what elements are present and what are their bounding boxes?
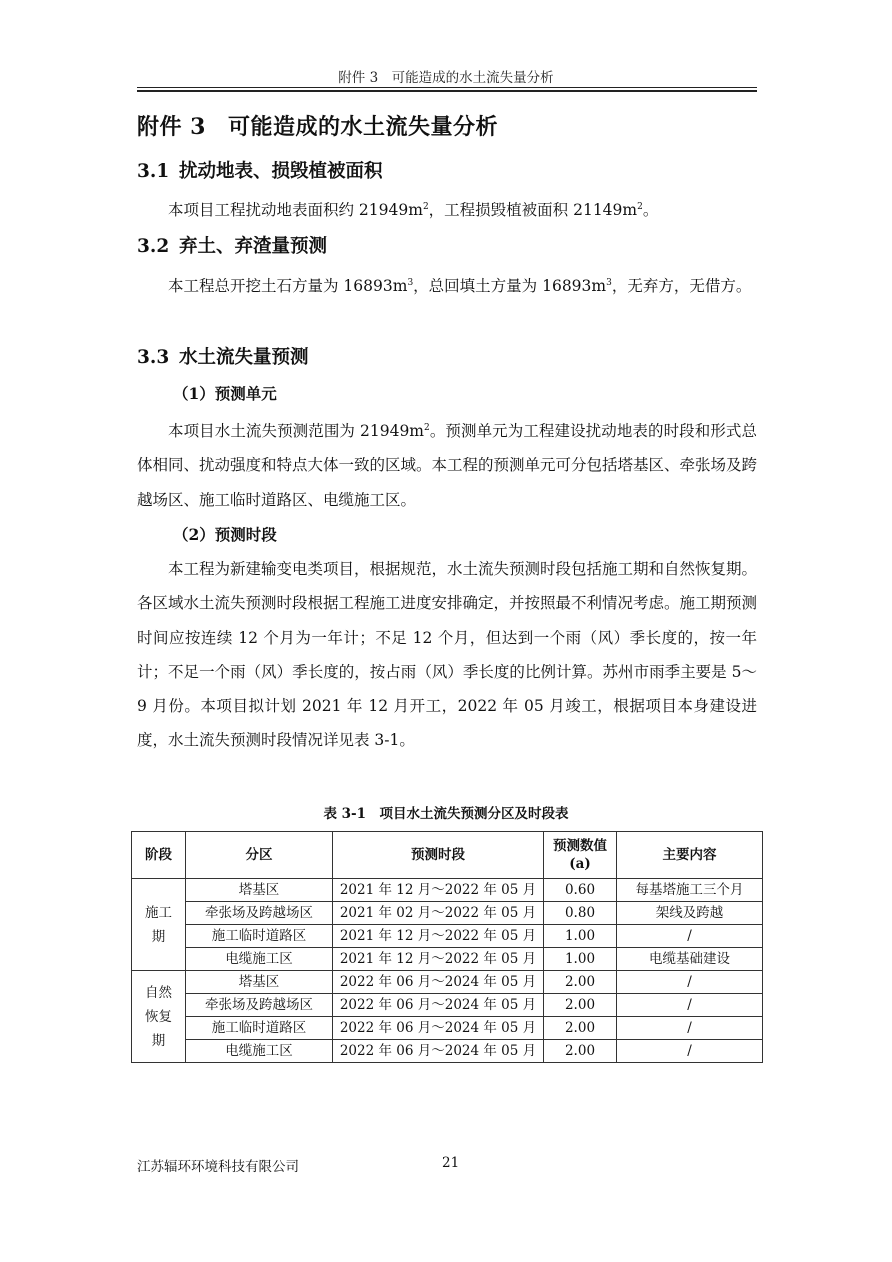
header-content: 主要内容 — [617, 832, 763, 879]
table-row — [132, 925, 763, 948]
page-number: 21 — [442, 1155, 460, 1171]
zone-cell: 牵张场及跨越场区 — [186, 902, 333, 925]
period-cell: 2022 年 06 月～2024 年 05 月 — [333, 971, 544, 994]
table-row — [132, 948, 763, 971]
content-cell: / — [617, 994, 763, 1017]
section-3-1-heading — [137, 157, 383, 183]
header-value: 预测数值(a) — [544, 832, 617, 879]
text-run: 本项目水土流失预测范围为 21949m — [168, 422, 425, 440]
table-row — [132, 971, 763, 994]
section-3-3-paragraph-1 — [137, 411, 757, 517]
zone-cell: 电缆施工区 — [186, 948, 333, 971]
text-run: ，无弃方，无借方。 — [611, 277, 752, 295]
stage-cell: 施工期 — [132, 879, 186, 971]
section-number: 3.3 — [137, 347, 170, 368]
prediction-table — [131, 831, 763, 1063]
superscript: 2 — [637, 202, 643, 212]
content-cell: / — [617, 971, 763, 994]
period-cell: 2022 年 06 月～2024 年 05 月 — [333, 1017, 544, 1040]
period-cell: 2021 年 12 月～2022 年 05 月 — [333, 948, 544, 971]
header-zone: 分区 — [186, 832, 333, 879]
superscript: 3 — [407, 278, 414, 288]
table-row — [132, 994, 763, 1017]
zone-cell: 塔基区 — [186, 971, 333, 994]
superscript: 2 — [422, 202, 429, 212]
zone-cell: 塔基区 — [186, 879, 333, 902]
period-cell: 2021 年 02 月～2022 年 05 月 — [333, 902, 544, 925]
section-title: 扰动地表、损毁植被面积 — [179, 161, 383, 182]
footer-company: 江苏辐环环境科技有限公司 — [137, 1159, 299, 1175]
period-cell: 2022 年 06 月～2024 年 05 月 — [333, 994, 544, 1017]
content-cell: / — [617, 1017, 763, 1040]
text-run: 本工程总开挖土石方量为 16893m — [168, 277, 408, 295]
content-cell: 电缆基础建设 — [617, 948, 763, 971]
period-cell: 2021 年 12 月～2022 年 05 月 — [333, 879, 544, 902]
section-3-3-heading — [137, 343, 309, 369]
section-title: 水土流失量预测 — [179, 347, 309, 368]
header-rule-thin — [137, 87, 757, 88]
text-run: ，工程损毁植被面积 21149m — [428, 201, 638, 219]
value-cell: 2.00 — [544, 1017, 617, 1040]
zone-cell: 电缆施工区 — [186, 1040, 333, 1063]
zone-cell: 施工临时道路区 — [186, 1017, 333, 1040]
table-caption: 表 3-1 项目水土流失预测分区及时段表 — [323, 806, 569, 822]
period-cell: 2022 年 06 月～2024 年 05 月 — [333, 1040, 544, 1063]
header-rule-thick — [137, 90, 757, 92]
value-cell: 0.80 — [544, 902, 617, 925]
text-run: 。预测单元为工程建设扰动地表的时段和形式总体相同、扰动强度和特点大体一致的区域。本工程的预测单元可分包括塔基区、牵张场及跨越场区、施工临时道路区、电缆施工区。 — [137, 422, 758, 509]
zone-cell: 牵张场及跨越场区 — [186, 994, 333, 1017]
text-run: 。 — [642, 201, 659, 219]
value-cell: 1.00 — [544, 948, 617, 971]
value-cell: 1.00 — [544, 925, 617, 948]
value-cell: 2.00 — [544, 1040, 617, 1063]
section-number: 3.2 — [137, 236, 170, 257]
value-cell: 2.00 — [544, 971, 617, 994]
content-cell: / — [617, 925, 763, 948]
table-row — [132, 902, 763, 925]
value-cell: 0.60 — [544, 879, 617, 902]
content-cell: 架线及跨越 — [617, 902, 763, 925]
header-stage: 阶段 — [132, 832, 186, 879]
section-number: 3.1 — [137, 161, 170, 182]
subheading-prediction-period: （2）预测时段 — [173, 525, 277, 544]
page-title — [137, 110, 498, 141]
section-3-1-paragraph — [137, 190, 757, 227]
subheading-prediction-unit: （1）预测单元 — [173, 384, 277, 403]
text-run: ，总回填土方量为 16893m — [413, 277, 607, 295]
superscript: 3 — [606, 278, 612, 288]
table-row — [132, 1040, 763, 1063]
running-header: 附件 3 可能造成的水土流失量分析 — [338, 70, 554, 86]
period-cell: 2021 年 12 月～2022 年 05 月 — [333, 925, 544, 948]
superscript: 2 — [424, 423, 430, 433]
title-text: 可能造成的水土流失量分析 — [227, 114, 498, 140]
content-cell: 每基塔施工三个月 — [617, 879, 763, 902]
zone-cell: 施工临时道路区 — [186, 925, 333, 948]
header-period: 预测时段 — [333, 832, 544, 879]
table-header-row — [132, 832, 763, 879]
content-cell: / — [617, 1040, 763, 1063]
table-row — [132, 879, 763, 902]
section-3-3-paragraph-2: 本工程为新建输变电类项目，根据规范，水土流失预测时段包括施工期和自然恢复期。各区域水土流失预测时段根据工程施工进度安排确定，并按照最不利情况考虑。施工期预测时间应按连续 12 个月为一年计；不足 12 个月，但达到一个雨（风）季长度的，按一年计；不足一个雨（风）季长度的，按占雨（风）季长度的比例计算。苏州市雨季主要是 5～9 月份。本项目拟计划 2021 年 12 月开工，2022 年 05 月竣工，根据项目本身建设进度，水土流失预测时段情况详见表 3-1。 — [137, 560, 758, 750]
table-row — [132, 1017, 763, 1040]
value-cell: 2.00 — [544, 994, 617, 1017]
section-title: 弃土、弃渣量预测 — [179, 236, 328, 257]
text-run: 本项目工程扰动地表面积约 21949m — [168, 201, 423, 219]
section-3-2-paragraph — [137, 266, 757, 303]
section-3-2-heading — [137, 232, 327, 258]
title-number: 附件 3 — [137, 114, 206, 140]
stage-cell: 自然恢复期 — [132, 971, 186, 1063]
